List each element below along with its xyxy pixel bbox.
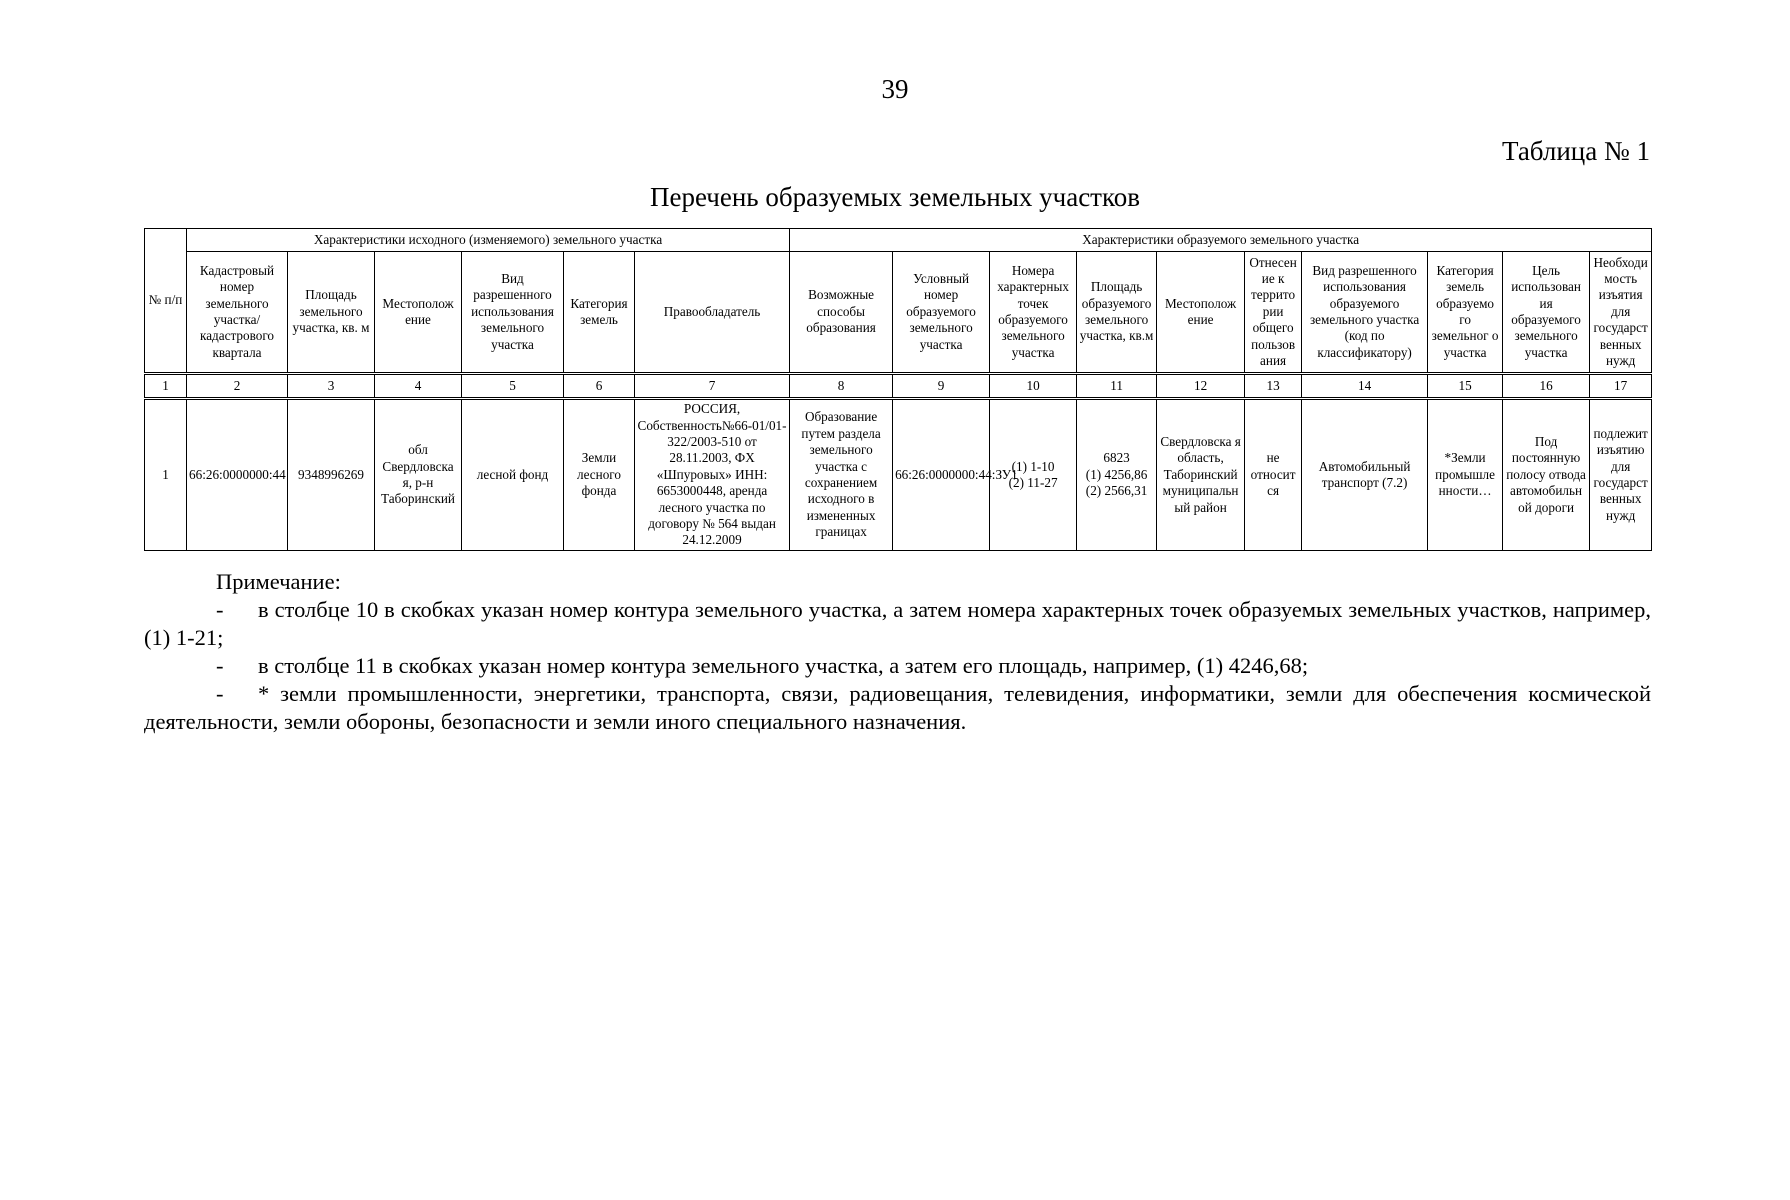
cell-cadastral-number: 66:26:0000000:44 bbox=[187, 399, 288, 551]
note-item bbox=[144, 652, 1651, 680]
header-col-1: № п/п bbox=[145, 229, 187, 374]
column-number: 14 bbox=[1302, 374, 1428, 399]
group-formed-header: Характеристики образуемого земельного участка bbox=[790, 229, 1652, 252]
cell-location: обл Свердловска я, р-н Таборинский bbox=[375, 399, 462, 551]
header-col-11: Площадь образуемого земельного участка, кв.м bbox=[1077, 252, 1157, 374]
column-number: 12 bbox=[1157, 374, 1245, 399]
table-label: Таблица № 1 bbox=[1502, 136, 1650, 166]
column-number: 4 bbox=[375, 374, 462, 399]
cell-withdrawal: подлежит изъятию для государст венных нужд bbox=[1590, 399, 1652, 551]
header-col-3: Площадь земельного участка, кв. м bbox=[288, 252, 375, 374]
column-number: 11 bbox=[1077, 374, 1157, 399]
group-header-row bbox=[145, 229, 1652, 252]
header-col-15: Категория земель образуемо го земельног о участка bbox=[1428, 252, 1503, 374]
cell-formed-use: Автомобильный транспорт (7.2) bbox=[1302, 399, 1428, 551]
column-number: 8 bbox=[790, 374, 893, 399]
header-col-12: Местополож ение bbox=[1157, 252, 1245, 374]
cell-row-number: 1 bbox=[145, 399, 187, 551]
cell-purpose: Под постоянную полосу отвода автомобильн ой дороги bbox=[1503, 399, 1590, 551]
header-col-7: Правообладатель bbox=[635, 252, 790, 374]
column-number: 10 bbox=[990, 374, 1077, 399]
cell-area: 9348996269 bbox=[288, 399, 375, 551]
cell-formed-area bbox=[1077, 399, 1157, 551]
area-line: 6823 bbox=[1103, 450, 1130, 466]
column-number: 9 bbox=[893, 374, 990, 399]
note-item bbox=[144, 596, 1651, 652]
cell-land-category: Земли лесного фонда bbox=[564, 399, 635, 551]
column-number: 5 bbox=[462, 374, 564, 399]
note-dash: - bbox=[216, 597, 224, 622]
header-col-16: Цель использован ия образуемого земельного участка bbox=[1503, 252, 1590, 374]
note-dash: - bbox=[216, 681, 224, 706]
cell-formed-category: *Земли промышле нности… bbox=[1428, 399, 1503, 551]
column-header-row bbox=[145, 252, 1652, 374]
notes-heading: Примечание: bbox=[216, 569, 341, 594]
points-line: (2) 11-27 bbox=[1008, 475, 1058, 490]
header-col-14: Вид разрешенного использования образуемого земельного участка (код по классификатору) bbox=[1302, 252, 1428, 374]
cell-public-use: не относит ся bbox=[1245, 399, 1302, 551]
page-number: 39 bbox=[881, 74, 909, 104]
note-item bbox=[144, 680, 1651, 736]
column-number: 2 bbox=[187, 374, 288, 399]
column-number: 16 bbox=[1503, 374, 1590, 399]
area-line: (1) 4256,86 bbox=[1085, 466, 1148, 482]
header-col-10: Номера характерных точек образуемого земельного участка bbox=[990, 252, 1077, 374]
header-col-4: Местополож ение bbox=[375, 252, 462, 374]
notes-section bbox=[144, 568, 1651, 736]
column-number: 3 bbox=[288, 374, 375, 399]
table-row bbox=[145, 399, 1652, 551]
header-col-9: Условный номер образуемого земельного участка bbox=[893, 252, 990, 374]
header-col-17: Необходи мость изъятия для государст венных нужд bbox=[1590, 252, 1652, 374]
cell-permitted-use: лесной фонд bbox=[462, 399, 564, 551]
land-plots-table bbox=[144, 228, 1652, 551]
header-col-6: Категория земель bbox=[564, 252, 635, 374]
note-text: * земли промышленности, энергетики, транспорта, связи, радиовещания, телевидения, информатики, земли для обеспечения космической деятельности, земли обороны, безопасности и земли иного специального назначения. bbox=[144, 681, 1651, 734]
table-title: Перечень образуемых земельных участков bbox=[650, 182, 1140, 212]
cell-owner: РОССИЯ, Собственность№66-01/01-322/2003-510 от 28.11.2003, ФХ «Шпуровых» ИНН: 6653000448, аренда лесного участка по договору № 564 выдан 24.12.2009 bbox=[635, 399, 790, 551]
column-number: 1 bbox=[145, 374, 187, 399]
header-col-2: Кадастровый номер земельного участка/ кадастрового квартала bbox=[187, 252, 288, 374]
points-line: (1) 1-10 bbox=[1011, 458, 1055, 474]
column-number: 7 bbox=[635, 374, 790, 399]
cell-conditional-number: 66:26:0000000:44:ЗУ1 bbox=[893, 399, 990, 551]
group-source-header: Характеристики исходного (изменяемого) земельного участка bbox=[187, 229, 790, 252]
column-number: 6 bbox=[564, 374, 635, 399]
note-text: в столбце 10 в скобках указан номер контура земельного участка, а затем номера характерных точек образуемых земельных участков, например, (1) 1-21; bbox=[144, 597, 1651, 650]
note-text: в столбце 11 в скобках указан номер контура земельного участка, а затем его площадь, например, (1) 4246,68; bbox=[258, 653, 1309, 678]
column-number-row bbox=[145, 374, 1652, 399]
note-dash: - bbox=[216, 653, 224, 678]
column-number: 17 bbox=[1590, 374, 1652, 399]
header-col-5: Вид разрешенного использования земельного участка bbox=[462, 252, 564, 374]
area-line: (2) 2566,31 bbox=[1085, 483, 1148, 499]
header-col-8: Возможные способы образования bbox=[790, 252, 893, 374]
column-number: 15 bbox=[1428, 374, 1503, 399]
column-number: 13 bbox=[1245, 374, 1302, 399]
cell-formed-location: Свердловска я область, Таборинский муниципальн ый район bbox=[1157, 399, 1245, 551]
cell-formation-method: Образование путем раздела земельного участка с сохранением исходного в измененных границах bbox=[790, 399, 893, 551]
header-col-13: Отнесен ие к террито рии общего пользов ания bbox=[1245, 252, 1302, 374]
